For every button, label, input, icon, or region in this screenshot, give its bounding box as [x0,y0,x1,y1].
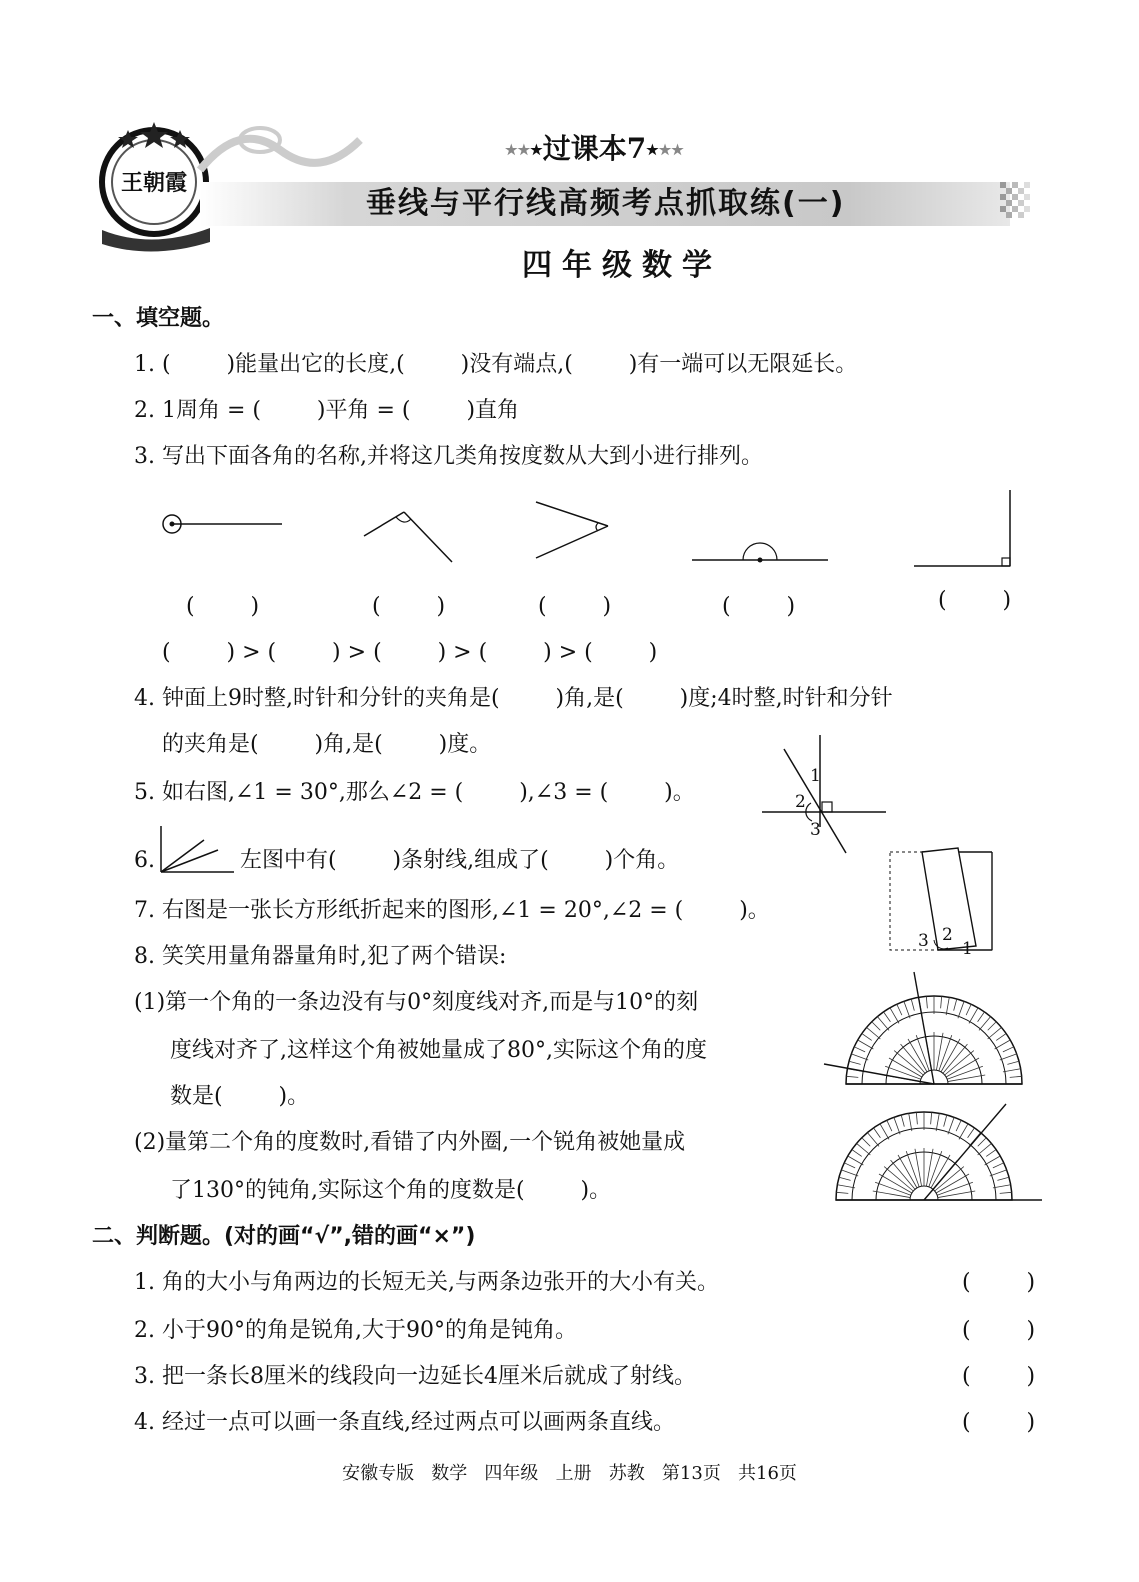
series-label: ★★★过课本7★★★ [505,132,684,165]
q3-blank-5[interactable]: ( ) [938,588,1012,613]
angle-figure-obtuse [360,500,470,570]
judge-item-2: 2. 小于90°的角是锐角,大于90°的角是钝角。 [134,1318,577,1343]
protractor-figure-1 [822,972,1032,1092]
judge-answer-4[interactable]: ( ) [962,1410,1036,1435]
q3-blank-2[interactable]: ( ) [372,594,446,619]
judge-item-3: 3. 把一条长8厘米的线段向一边延长4厘米后就成了射线。 [134,1364,696,1389]
question-4-line2: 的夹角是( )角,是( )度。 [162,732,492,757]
judge-item-4: 4. 经过一点可以画一条直线,经过两点可以画两条直线。 [134,1410,675,1435]
angle-figure-acute [532,496,622,566]
page-title: 垂线与平行线高频考点抓取练(一) [366,186,846,221]
question-8-2-line2: 了130°的钝角,实际这个角的度数是( )。 [170,1178,612,1203]
question-8-1-line1: (1)第一个角的一条边没有与0°刻度线对齐,而是与10°的刻 [134,990,699,1015]
judge-answer-3[interactable]: ( ) [962,1364,1036,1389]
q5-label-3: 3 [810,820,821,840]
page-footer: 安徽专版 数学 四年级 上册 苏教 第13页 共16页 [342,1463,797,1484]
q5-label-1: 1 [810,766,821,786]
question-8-1-line3: 数是( )。 [170,1084,310,1109]
section2-heading: 二、判断题。(对的画“√”,错的画“×”) [92,1224,476,1249]
question-8-1-line2: 度线对齐了,这样这个角被她量成了80°,实际这个角的度 [170,1038,707,1063]
angle-figure-right [910,486,1020,576]
checker-decoration [1000,182,1040,226]
logo-text: 王朝霞 [120,170,188,196]
page-subtitle: 四年级数学 [522,248,722,283]
question-8-2-line1: (2)量第二个角的度数时,看错了内外圈,一个锐角被她量成 [134,1130,686,1155]
q3-order-line[interactable]: ( ) > ( ) > ( ) > ( ) > ( ) [162,640,658,665]
question-8: 8. 笑笑用量角器量角时,犯了两个错误: [134,944,507,969]
q3-blank-3[interactable]: ( ) [538,594,612,619]
question-2: 2. 1周角 = ( )平角 = ( )直角 [134,398,520,423]
q5-label-2: 2 [795,792,806,812]
judge-item-1: 1. 角的大小与角两边的长短无关,与两条边张开的大小有关。 [134,1270,719,1295]
q3-blank-4[interactable]: ( ) [722,594,796,619]
angle-figure-straight [688,538,838,578]
q7-label-1: 1 [962,939,973,959]
q3-blank-1[interactable]: ( ) [186,594,260,619]
question-1: 1. ( )能量出它的长度,( )没有端点,( )有一端可以无限延长。 [134,352,858,377]
question-7: 7. 右图是一张长方形纸折起来的图形,∠1 = 20°,∠2 = ( )。 [134,898,770,923]
judge-answer-2[interactable]: ( ) [962,1318,1036,1343]
q7-label-2: 2 [942,925,953,945]
protractor-figure-2 [830,1104,1050,1214]
question-6: 左图中有( )条射线,组成了( )个角。 [240,848,680,873]
question-3: 3. 写出下面各角的名称,并将这几类角按度数从大到小进行排列。 [134,444,763,469]
question-5: 5. 如右图,∠1 = 30°,那么∠2 = ( ),∠3 = ( )。 [134,780,695,805]
q5-intersecting-lines-figure [760,735,890,855]
angle-figure-round [155,505,295,545]
q7-label-3: 3 [918,931,929,951]
q6-rays-figure [158,824,238,876]
q7-folded-paper-figure [888,848,998,958]
question-4-line1: 4. 钟面上9时整,时针和分针的夹角是( )角,是( )度;4时整,时针和分针 [134,686,893,711]
judge-answer-1[interactable]: ( ) [962,1270,1036,1295]
question-6-number: 6. [134,848,155,873]
section1-heading: 一、填空题。 [92,306,225,331]
